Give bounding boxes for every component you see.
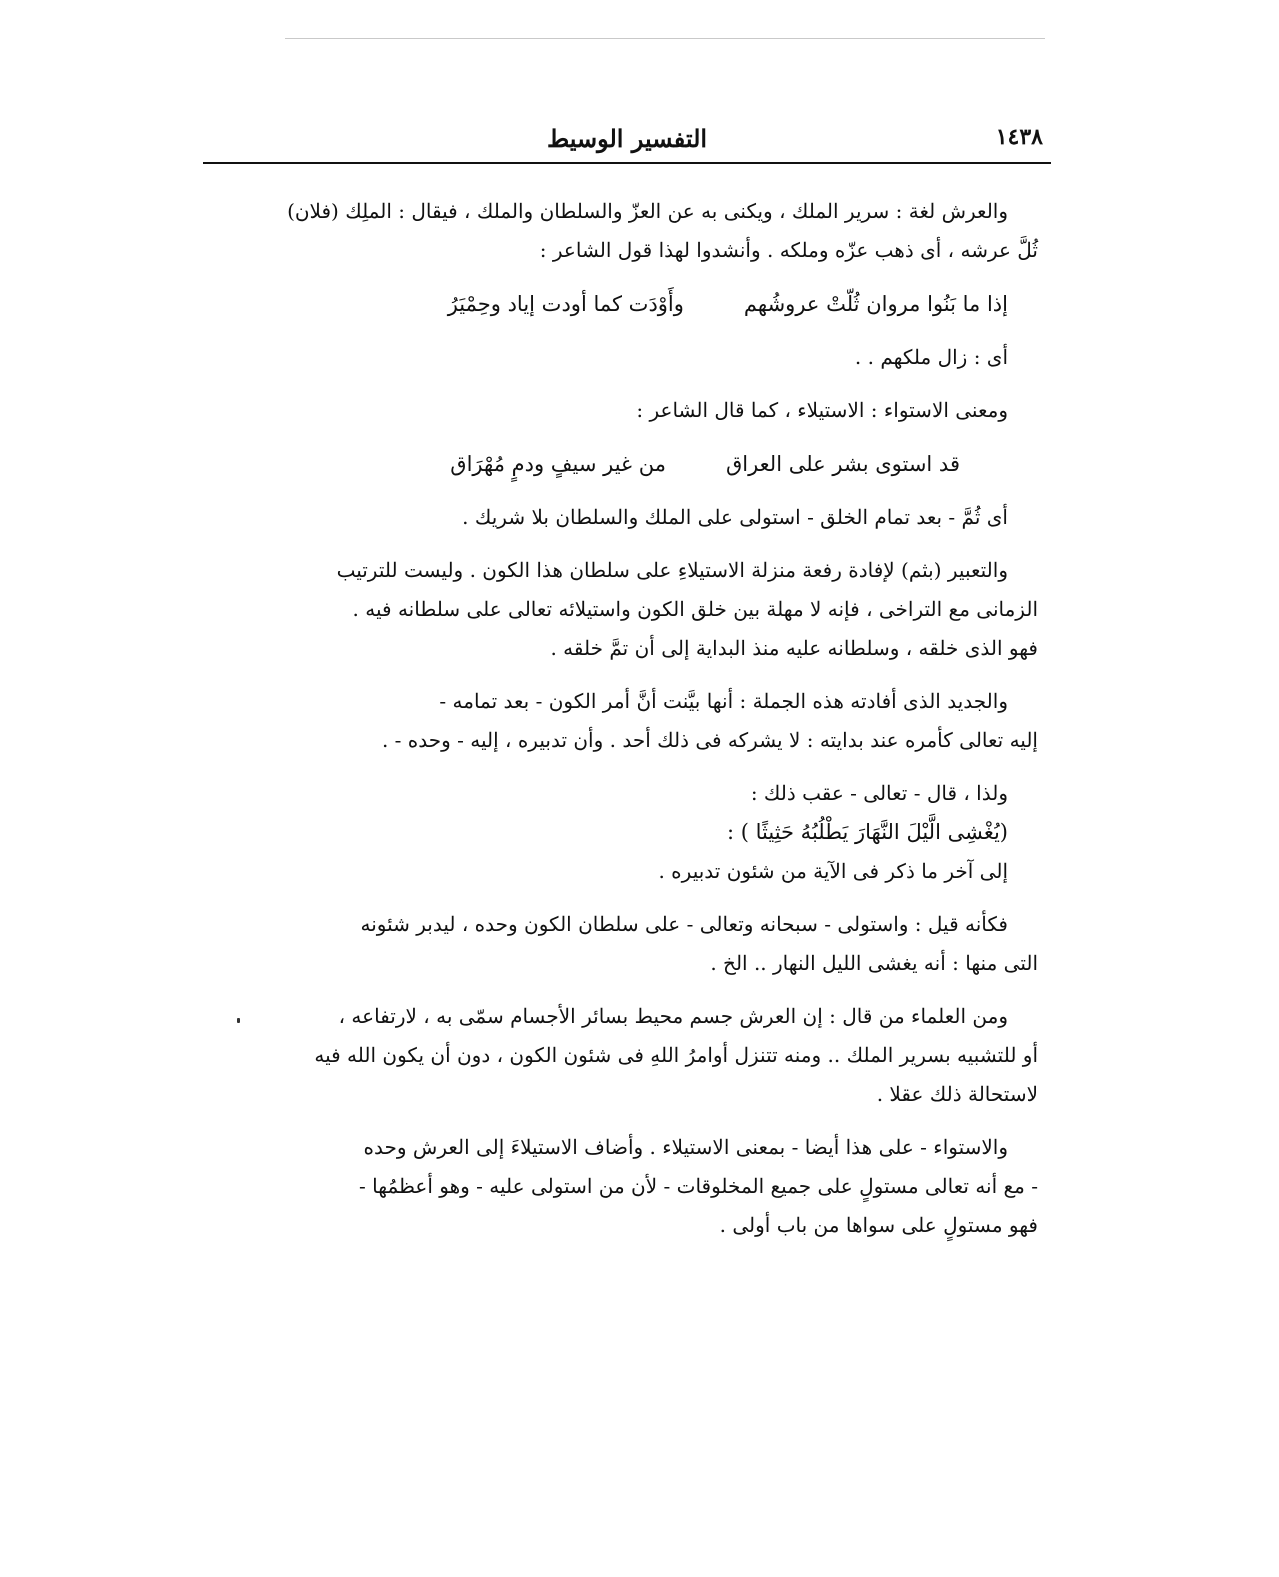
paragraph-scholars-view xyxy=(208,997,1038,1114)
text-line: فهو الذى خلقه ، وسلطانه عليه منذ البداية إلى أن تمَّ خلقه . xyxy=(550,636,1038,660)
paragraph-quran-citation xyxy=(208,774,1038,891)
paragraph-explanation xyxy=(208,498,1038,537)
verse-second-hemistich: من غير سيفٍ ودمٍ مُهْرَاق xyxy=(450,452,666,476)
text-line: أى ثُمَّ - بعد تمام الخلق - استولى على الملك والسلطان بلا شريك . xyxy=(462,505,1008,529)
text-line: والاستواء - على هذا أيضا - بمعنى الاستيلاء . وأضاف الاستيلاءَ إلى العرش وحده xyxy=(363,1135,1008,1159)
text-line: التى منها : أنه يغشى الليل النهار .. الخ . xyxy=(710,951,1038,975)
text-line: والتعبير (بثم) لإفادة رفعة منزلة الاستيلاءِ على سلطان هذا الكون . وليست للترتيب xyxy=(336,558,1008,582)
text-line: فكأنه قيل : واستولى - سبحانه وتعالى - على سلطان الكون وحده ، ليدبر شئونه xyxy=(360,912,1008,936)
verse-first-hemistich: قد استوى بشر على العراق xyxy=(725,452,960,476)
text-line: أى : زال ملكهم . . xyxy=(854,345,1008,369)
text-line: لاستحالة ذلك عقلا . xyxy=(876,1082,1038,1106)
page-body xyxy=(208,192,1038,1259)
running-title: التفسير الوسيط xyxy=(546,124,708,153)
page-number: ١٤٣٨ xyxy=(995,124,1043,150)
quran-quote: (يُغْشِى الَّيْلَ النَّهَارَ يَطْلُبُهُ حَثِيثًا ) : xyxy=(727,820,1008,844)
paragraph-throne-definition xyxy=(208,192,1038,270)
poetry-verse xyxy=(208,284,1038,324)
text-line: أو للتشبيه بسرير الملك .. ومنه تتنزل أوامرُ اللهِ فى شئون الكون ، دون أن يكون الله فيه xyxy=(314,1043,1038,1067)
text-line: ومعنى الاستواء : الاستيلاء ، كما قال الشاعر : xyxy=(636,398,1008,422)
paragraph-explanation xyxy=(208,338,1038,377)
text-line: - مع أنه تعالى مستولٍ على جميع المخلوقات - لأن من استولى عليه - وهو أعظمُها - xyxy=(359,1174,1038,1198)
text-line: ولذا ، قال - تعالى - عقب ذلك : xyxy=(750,781,1008,805)
poetry-verse xyxy=(208,444,1038,484)
top-scan-line xyxy=(285,38,1045,39)
verse-first-hemistich: إذا ما بَنُوا مروان ثُلّتْ عروشُهم xyxy=(743,292,1008,316)
text-line: ومن العلماء من قال : إن العرش جسم محيط بسائر الأجسام سمّى به ، لارتفاعه ، xyxy=(338,1004,1008,1028)
text-line: والعرش لغة : سرير الملك ، ويكنى به عن العزّ والسلطان والملك ، فيقال : الملِك (فلان) xyxy=(287,199,1008,223)
verse-second-hemistich: وأَوْدَت كما أودت إياد وحِمْيَرُ xyxy=(447,292,684,316)
paragraph-istiwa-meaning xyxy=(208,391,1038,430)
text-line: إلى آخر ما ذكر فى الآية من شئون تدبيره . xyxy=(658,859,1008,883)
page-header xyxy=(203,118,1051,164)
paragraph-new-meaning xyxy=(208,682,1038,760)
text-line: إليه تعالى كأمره عند بدايته : لا يشركه فى ذلك أحد . وأن تدبيره ، إليه - وحده - . xyxy=(381,728,1038,752)
text-line: والجديد الذى أفادته هذه الجملة : أنها بيَّنت أنَّ أمر الكون - بعد تمامه - xyxy=(439,689,1008,713)
scan-speck xyxy=(237,1018,240,1023)
paragraph-conclusion xyxy=(208,1128,1038,1245)
text-line: فهو مستولٍ على سواها من باب أولى . xyxy=(719,1213,1038,1237)
paragraph-interpretation xyxy=(208,905,1038,983)
paragraph-thumma-usage xyxy=(208,551,1038,668)
text-line: ثُلَّ عرشه ، أى ذهب عزّه وملكه . وأنشدوا لهذا قول الشاعر : xyxy=(539,238,1038,262)
text-line: الزمانى مع التراخى ، فإنه لا مهلة بين خلق الكون واستيلائه تعالى على سلطانه فيه . xyxy=(352,597,1038,621)
